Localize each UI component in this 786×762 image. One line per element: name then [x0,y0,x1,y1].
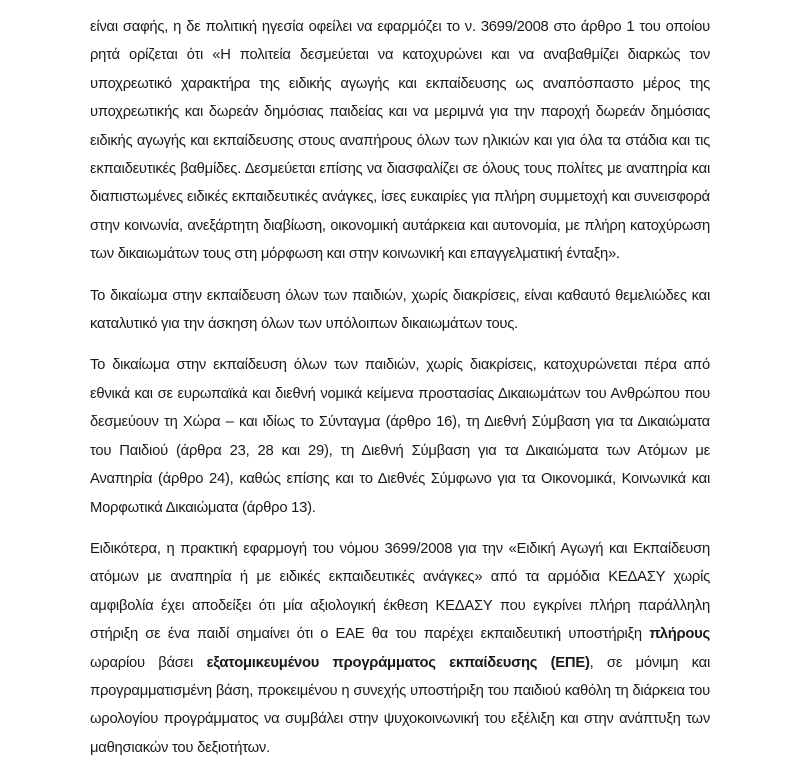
bold-text-run: πλήρους [649,626,710,643]
paragraph-3 [90,351,710,521]
text-run: είναι σαφής, η δε πολιτική ηγεσία οφείλει να εφαρμόζει το ν. 3699/2008 στο άρθρο 1 του οποίου ρητά ορίζεται ότι «Η πολιτεία δεσμεύεται να κατοχυρώνει και να αναβαθμίζει διαρκώς τον υποχρεωτικό χαρακτήρα της ειδικής αγωγής και εκπαίδευσης ως αναπόσπαστο μέρος της υποχρεωτικής και δωρεάν δημόσιας παιδείας και να μεριμνά για την παροχή δωρεάν δημόσιας ειδικής αγωγής και εκπαίδευσης στους αναπήρους όλων των ηλικιών και για όλα τα στάδια και τις εκπαιδευτικές βαθμίδες. Δεσμεύεται επίσης να διασφαλίζει σε όλους τους πολίτες με αναπηρία και διαπιστωμένες ειδικές εκπαιδευτικές ανάγκες, ίσες ευκαιρίες για πλήρη συμμετοχή και συνεισφορά στην κοινωνία, ανεξάρτητη διαβίωση, οικονομική αυτάρκεια και αυτονομία, με πλήρη κατοχύρωση των δικαιωμάτων τους στη μόρφωση και στην κοινωνική και επαγγελματική ένταξη». [90,19,710,263]
paragraph-1 [90,13,710,269]
paragraph-4 [90,535,710,762]
bold-text-run: εξατομικευμένου προγράμματος εκπαίδευσης (ΕΠΕ) [206,654,590,671]
document-body [90,13,710,762]
text-run: , σε μόνιμη και προγραμματισμένη βάση, προκειμένου η συνεχής υποστήριξη του παιδιού καθόλη τη διάρκεια του ωρολογίου προγράμματος να συμβάλει στην ψυχοκοινωνική του εξέλιξη και στην ανάπτυξη των μαθησιακών του δεξιοτήτων. [90,654,710,756]
text-run: Το δικαίωμα στην εκπαίδευση όλων των παιδιών, χωρίς διακρίσεις, κατοχυρώνεται πέρα από εθνικά και σε ευρωπαϊκά και διεθνή νομικά κείμενα προστασίας Δικαιωμάτων του Ανθρώπου που δεσμεύουν τη Χώρα – και ιδίως το Σύνταγμα (άρθρο 16), τη Διεθνή Σύμβαση για τα Δικαιώματα του Παιδιού (άρθρα 23, 28 και 29), τη Διεθνή Σύμβαση για τα Δικαιώματα των Ατόμων με Αναπηρία (άρθρο 24), καθώς επίσης και το Διεθνές Σύμφωνο για τα Οικονομικά, Κοινωνικά και Μορφωτικά Δικαιώματα (άρθρο 13). [90,357,710,516]
text-run: Ειδικότερα, η πρακτική εφαρμογή του νόμου 3699/2008 για την «Ειδική Αγωγή και Εκπαίδευση ατόμων με αναπηρία ή με ειδικές εκπαιδευτικές ανάγκες» από τα αρμόδια ΚΕΔΑΣΥ χωρίς αμφιβολία έχει αποδείξει ότι μία αξιολογική έκθεση ΚΕΔΑΣΥ που εγκρίνει πλήρη παράλληλη στήριξη σε ένα παιδί σημαίνει ότι ο ΕΑΕ θα του παρέχει εκπαιδευτική υποστήριξη [90,540,710,643]
text-run: Το δικαίωμα στην εκπαίδευση όλων των παιδιών, χωρίς διακρίσεις, είναι καθαυτό θεμελιώδες και καταλυτικό για την άσκηση όλων των υπόλοιπων δικαιωμάτων τους. [90,287,710,333]
paragraph-2 [90,282,710,339]
text-run: ωραρίου βάσει [90,654,207,671]
